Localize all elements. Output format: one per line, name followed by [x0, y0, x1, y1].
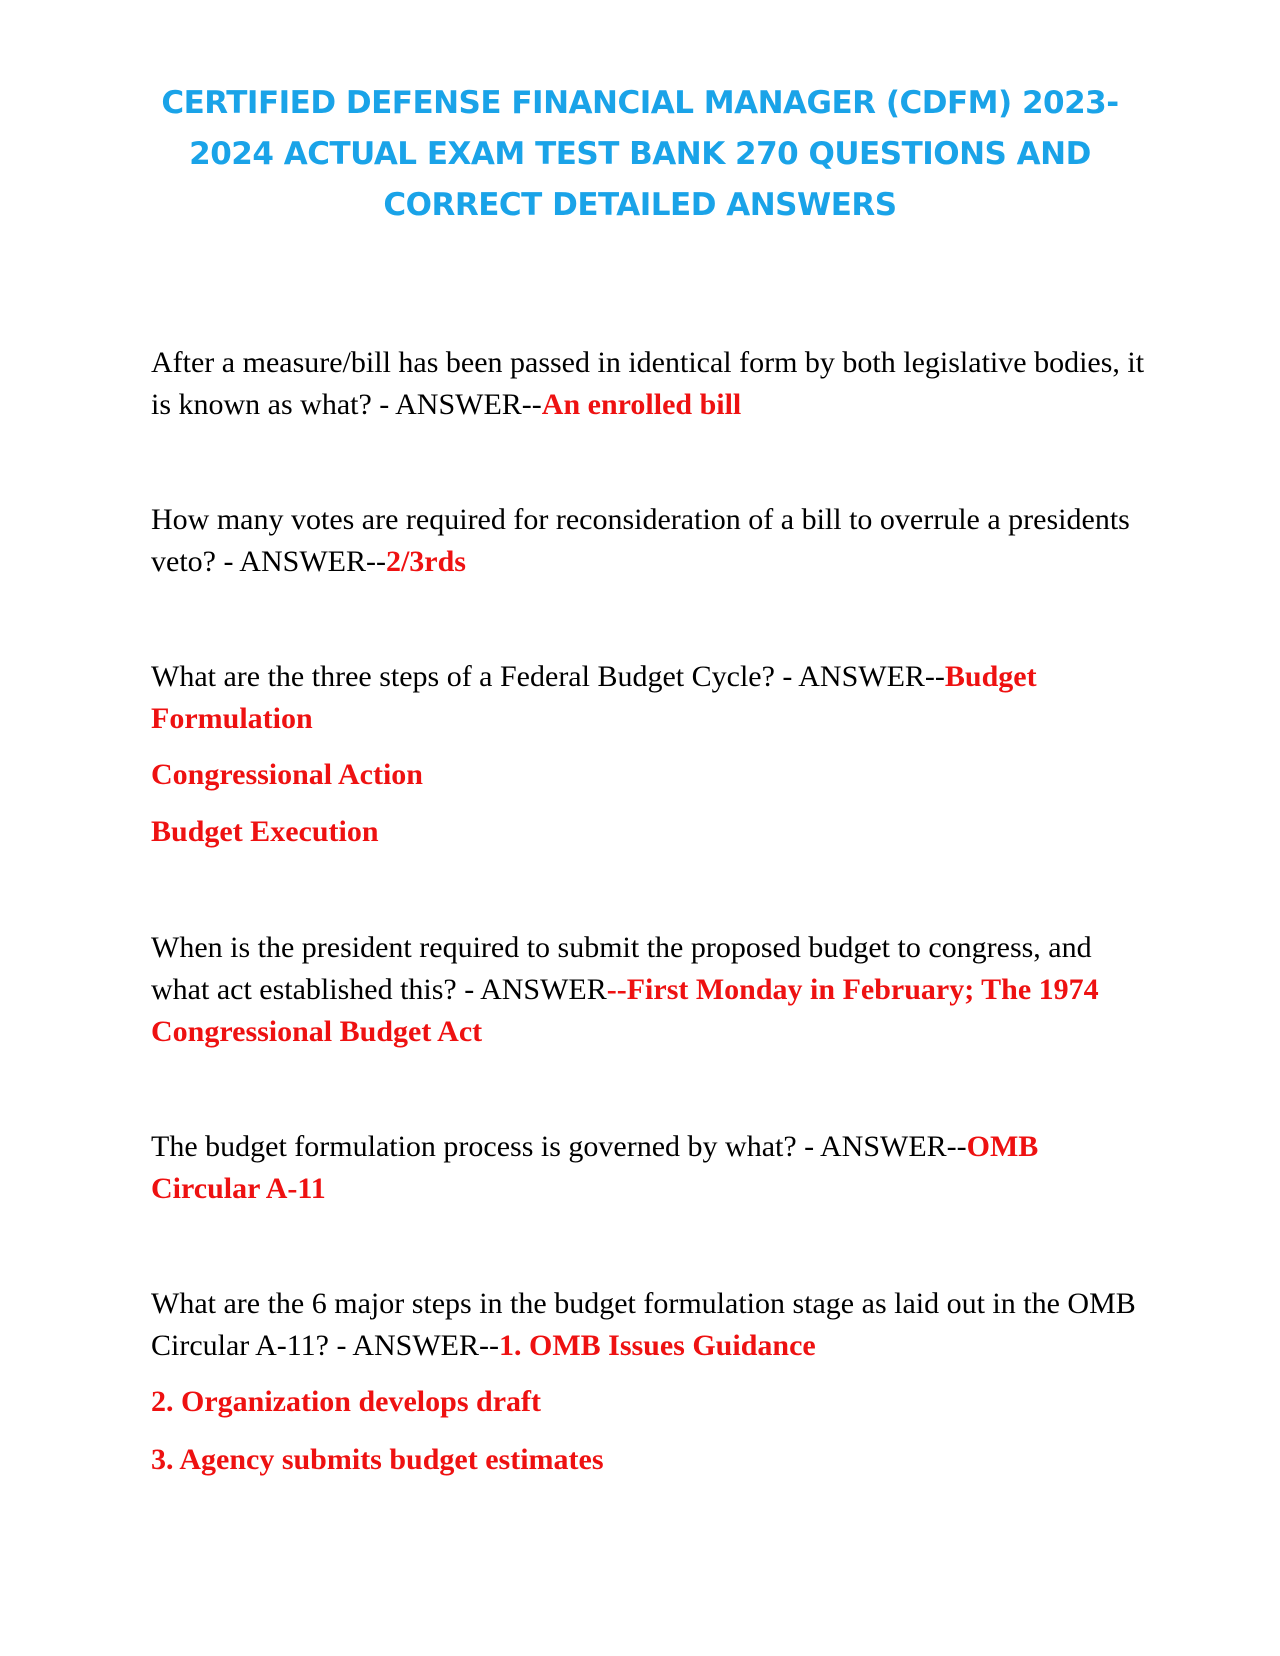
question-text: The budget formulation process is governed by what? - ANSWER--: [151, 1130, 967, 1163]
answer-line: 3. Agency submits budget estimates: [151, 1443, 604, 1476]
qa-item-1: [151, 342, 1151, 426]
answer-text: Budget Formulation: [151, 660, 1037, 735]
answer-text: 1. OMB Issues Guidance: [498, 1329, 816, 1362]
qa-item-4: [151, 927, 1151, 1053]
qa-item-6: [151, 1283, 1151, 1367]
question-text: How many votes are required for reconsideration of a bill to overrule a presidents veto? - ANSWER--: [151, 503, 1130, 578]
qa-item-3: [151, 656, 1051, 740]
document-title: CERTIFIED DEFENSE FINANCIAL MANAGER (CDFM) 2023-2024 ACTUAL EXAM TEST BANK 270 QUESTIONS AND CORRECT DETAILED ANSWERS: [161, 85, 1119, 223]
question-text: What are the three steps of a Federal Budget Cycle? - ANSWER--: [151, 660, 945, 693]
answer-line: Budget Execution: [151, 815, 379, 848]
question-text: After a measure/bill has been passed in identical form by both legislative bodies, it is known as what? - ANSWER--: [151, 346, 1145, 421]
answer-line: Congressional Action: [151, 758, 423, 791]
answer-text: An enrolled bill: [541, 388, 742, 421]
answer-text: 2/3rds: [385, 545, 466, 578]
answer-text: OMB Circular A-11: [151, 1130, 1039, 1205]
question-text: What are the 6 major steps in the budget formulation stage as laid out in the OMB Circular A-11? - ANSWER--: [151, 1287, 1136, 1362]
qa-item-5: [151, 1126, 1051, 1210]
answer-text: --First Monday in February; The 1974 Congressional Budget Act: [151, 973, 1099, 1048]
qa-item-2: [151, 499, 1151, 583]
answer-line: 2. Organization develops draft: [151, 1385, 541, 1418]
question-text: When is the president required to submit the proposed budget to congress, and what act established this? - ANSWER: [151, 931, 1092, 1006]
